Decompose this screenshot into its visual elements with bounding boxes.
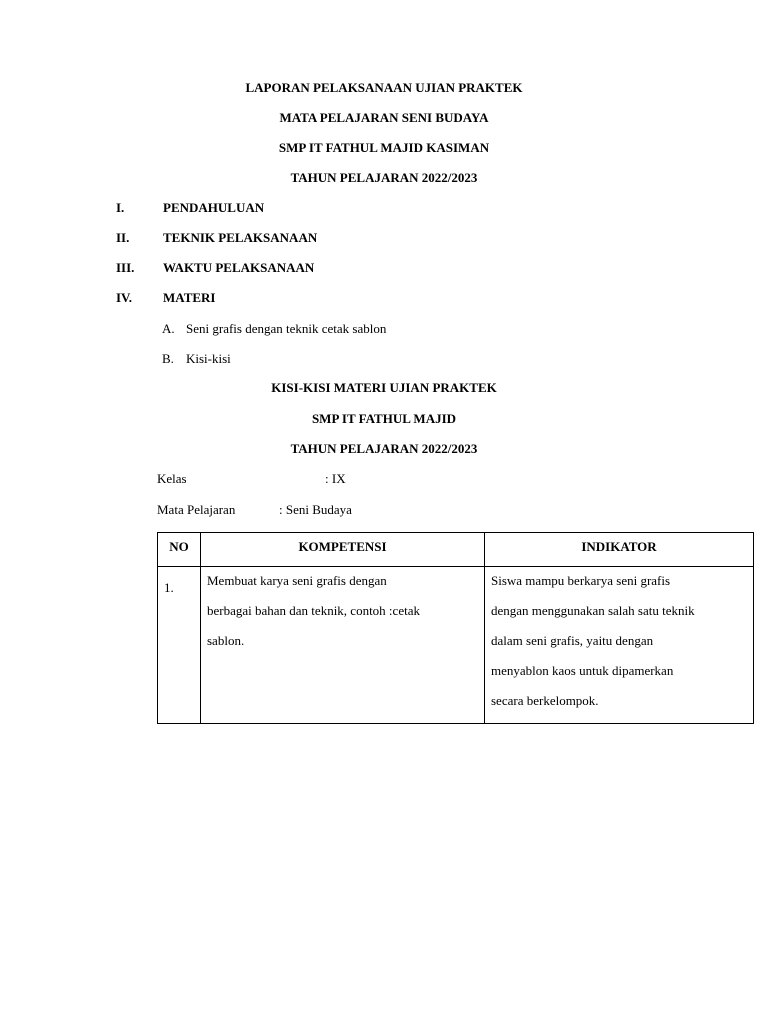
column-header-no: NO [158, 533, 201, 567]
section-number: IV. [116, 290, 133, 305]
academic-year-title: TAHUN PELAJARAN 2022/2023 [290, 170, 478, 185]
section-teknik-pelaksanaan [116, 230, 716, 248]
kisi-year: TAHUN PELAJARAN 2022/2023 [290, 441, 478, 456]
cell-line: berbagai bahan dan teknik, contoh :cetak [207, 603, 420, 618]
mapel-value: : Seni Budaya [279, 502, 352, 517]
column-header-kompetensi: KOMPETENSI [201, 533, 485, 567]
school-title: SMP IT FATHUL MAJID KASIMAN [278, 140, 490, 155]
kisi-title: KISI-KISI MATERI UJIAN PRAKTEK [271, 380, 497, 395]
section-title: WAKTU PELAKSANAAN [163, 260, 315, 275]
column-header-indikator: INDIKATOR [485, 533, 754, 567]
section-number: II. [116, 230, 130, 245]
cell-line: Membuat karya seni grafis dengan [207, 573, 387, 588]
section-pendahuluan [116, 200, 716, 218]
cell-indikator [485, 567, 754, 724]
list-text: Seni grafis dengan teknik cetak sablon [186, 321, 387, 336]
list-letter: A. [162, 321, 175, 336]
table-header-row [158, 533, 754, 567]
meta-mata-pelajaran [157, 502, 657, 520]
section-waktu-pelaksanaan [116, 260, 716, 278]
kelas-label: Kelas [157, 471, 187, 486]
section-number: I. [116, 200, 125, 215]
materi-item-a [162, 321, 662, 339]
meta-kelas [157, 471, 657, 489]
materi-item-b [162, 351, 662, 369]
kisi-table [157, 532, 754, 724]
cell-line: dalam seni grafis, yaitu dengan [491, 633, 654, 648]
cell-line: secara berkelompok. [491, 693, 599, 708]
cell-line: Siswa mampu berkarya seni grafis [491, 573, 671, 588]
list-text: Kisi-kisi [186, 351, 231, 366]
list-letter: B. [162, 351, 174, 366]
cell-no: 1. [158, 567, 201, 724]
section-number: III. [116, 260, 135, 275]
table-row [158, 567, 754, 724]
subject-title: MATA PELAJARAN SENI BUDAYA [279, 110, 489, 125]
cell-kompetensi [201, 567, 485, 724]
cell-line: sablon. [207, 633, 245, 648]
cell-line: dengan menggunakan salah satu teknik [491, 603, 695, 618]
report-title: LAPORAN PELAKSANAAN UJIAN PRAKTEK [245, 80, 523, 95]
cell-line: menyablon kaos untuk dipamerkan [491, 663, 674, 678]
section-title: PENDAHULUAN [163, 200, 265, 215]
section-materi [116, 290, 716, 308]
mapel-label: Mata Pelajaran [157, 502, 236, 517]
section-title: TEKNIK PELAKSANAAN [163, 230, 318, 245]
kisi-school: SMP IT FATHUL MAJID [311, 411, 457, 426]
section-title: MATERI [163, 290, 216, 305]
kelas-value: : IX [325, 471, 346, 486]
